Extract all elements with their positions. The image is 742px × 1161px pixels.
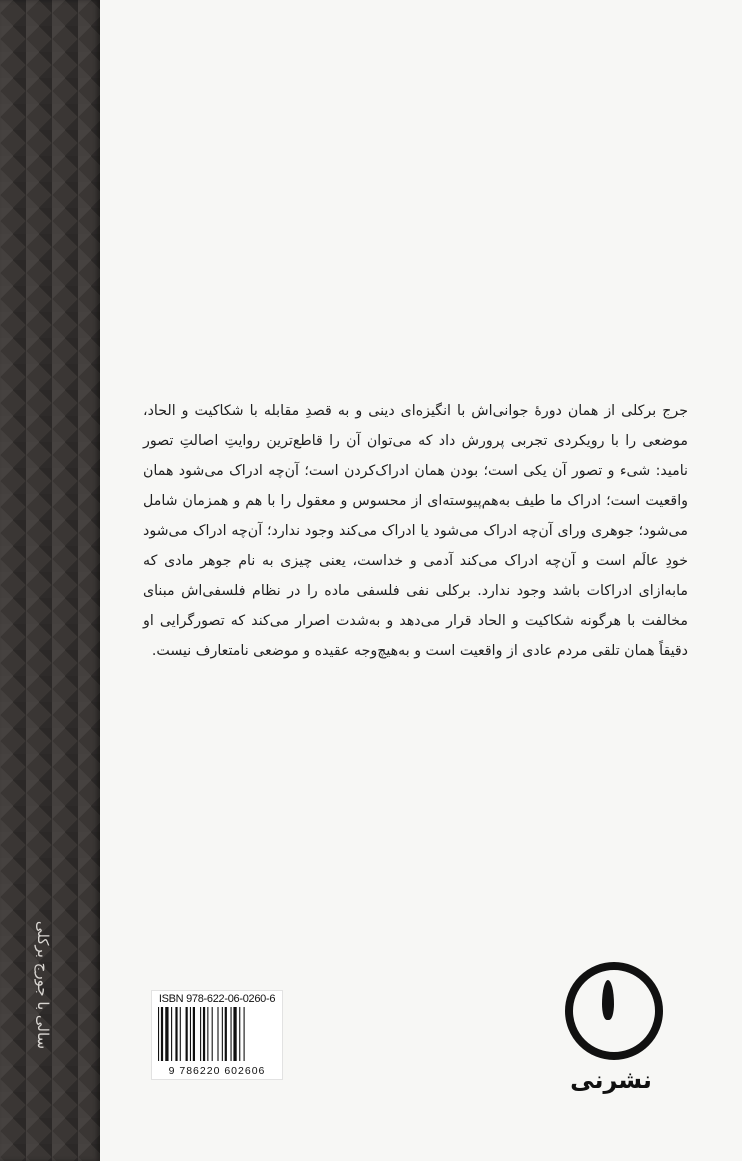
barcode-bar [239, 1007, 240, 1061]
barcode-bar [244, 1007, 245, 1061]
barcode-bar [165, 1007, 168, 1061]
reed-leaf-icon [602, 980, 614, 1020]
barcode-bar [161, 1007, 163, 1061]
barcode-bar [225, 1007, 227, 1061]
spine-title [28, 885, 58, 1085]
barcode-number: 9 786220 602606 [168, 1065, 266, 1077]
barcode-bar [203, 1007, 205, 1061]
barcode-bar [233, 1007, 236, 1061]
barcode-bar [217, 1007, 218, 1061]
barcode-bar [190, 1007, 191, 1061]
spine-title-text: سالی با جورج برکلی [34, 920, 52, 1050]
barcode-bar [175, 1007, 177, 1061]
isbn-barcode [151, 990, 283, 1080]
blurb-paragraph: جرج برکلی از همان دورهٔ جوانی‌اش با انگیزه‌ای دینی و به قصدِ مقابله با شکاکیت و الحاد، موضعی را با رویکردی تجربی پرورش داد که می‌توان آن را قاطع‌ترین روایتِ اصالتِ تصور نامید: شیء و تصور آن یکی است؛ بودن همان ادراک‌کردن است؛ آن‌چه ادراک می‌شود همان واقعیت است؛ ادراک ما طیف به‌هم‌پیوسته‌ای از محسوس و معقول را با هم و همزمان شامل می‌شود؛ جوهری ورای آن‌چه ادراک می‌شود یا ادراک می‌کند وجود ندارد؛ آن‌چه ادراک می‌شود خودِ عالَم است و آن‌چه ادراک می‌کند آدمی و خداست، یعنی چیزی به نام جوهر مادی که مابه‌ازای ادراکات باشد وجود ندارد. برکلی نفی فلسفی ماده را در نظام فلسفی‌اش مبنای مخالفت با هرگونه شکاکیت و الحاد قرار می‌دهد و به‌شدت اصرار می‌کند که تصورگرایی او دقیقاً همان تلقی مردم عادی از واقعیت است و به‌هیچ‌وجه عقیده و موضعی نامتعارف نیست. [143, 403, 688, 659]
publisher-name: نشرنی [570, 1066, 652, 1094]
barcode-bar [222, 1007, 223, 1061]
isbn-label: ISBN 978-622-06-0260-6 [158, 993, 276, 1005]
barcode-bar [186, 1007, 188, 1061]
barcode-bars [158, 1007, 276, 1061]
back-cover-blurb [143, 396, 688, 666]
barcode-bar [231, 1007, 232, 1061]
barcode-bar [200, 1007, 201, 1061]
publisher-logo-ring [565, 962, 663, 1060]
barcode-bar [158, 1007, 159, 1061]
barcode-bar [212, 1007, 213, 1061]
barcode-bar [171, 1007, 172, 1061]
publisher-logo [552, 962, 670, 1094]
barcode-bar [207, 1007, 208, 1061]
barcode-bar [193, 1007, 195, 1061]
book-spine [0, 0, 100, 1161]
barcode-bar [180, 1007, 181, 1061]
